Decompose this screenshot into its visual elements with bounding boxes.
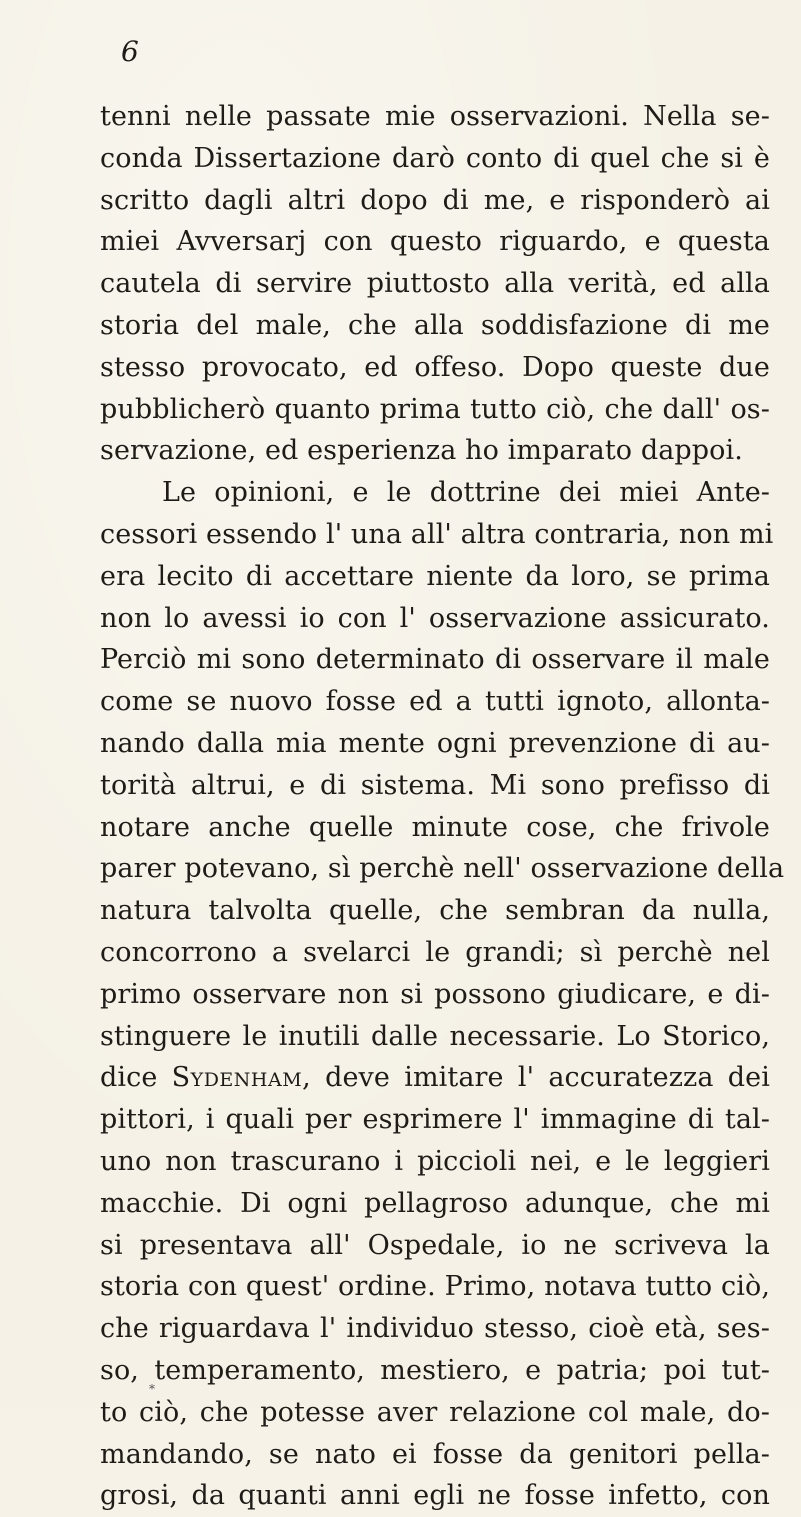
- text-line: storia con quest' ordine. Primo, notava tutto ciò,: [100, 1271, 770, 1303]
- text-line: parer potevano, sì perchè nell' osservazione della: [100, 853, 785, 885]
- text-line: concorrono a svelarci le grandi; sì perchè nel: [100, 936, 770, 968]
- text-line: uno non trascurano i piccioli nei, e le leggieri: [100, 1145, 770, 1177]
- text-line: non lo avessi io con l' osservazione assicurato.: [100, 602, 770, 634]
- text-line: tenni nelle passate mie osservazioni. Nella se-: [100, 101, 770, 132]
- text-line: stesso provocato, ed offeso. Dopo queste due: [100, 351, 770, 383]
- text-line: stinguere le inutili dalle necessarie. Lo Storico,: [100, 1020, 770, 1052]
- text-line: storia del male, che alla soddisfazione di me: [100, 309, 770, 341]
- footer-mark: *: [149, 1382, 155, 1396]
- text-line: come se nuovo fosse ed a tutti ignoto, allonta-: [100, 686, 770, 718]
- text-line: mandando, se nato ei fosse da genitori pella-: [100, 1438, 770, 1470]
- author-name: Sydenham: [171, 1062, 303, 1094]
- text-line: grosi, da quanti anni egli ne fosse infetto, con: [100, 1480, 770, 1512]
- text-line-sydenham: [100, 1057, 770, 1099]
- line-end: , deve imitare l' accuratezza dei: [302, 1062, 770, 1094]
- text-line: cessori essendo l' una all' altra contraria, non mi: [100, 518, 774, 550]
- page-number: 6: [121, 35, 139, 68]
- text-line: macchie. Di ogni pellagroso adunque, che mi: [100, 1187, 770, 1219]
- text-line: pubblicherò quanto prima tutto ciò, che dall' os-: [100, 393, 770, 425]
- text-line: conda Dissertazione darò conto di quel che si è: [100, 142, 770, 174]
- text-line: primo osservare non si possono giudicare, e di-: [100, 978, 770, 1010]
- text-line: scritto dagli altri dopo di me, e risponderò ai: [100, 184, 770, 216]
- text-line: nando dalla mia mente ogni prevenzione di au-: [100, 727, 770, 759]
- text-line: miei Avversarj con questo riguardo, e questa: [100, 226, 770, 258]
- text-line: notare anche quelle minute cose, che frivole: [100, 811, 770, 843]
- text-line: era lecito di accettare niente da loro, se prima: [100, 560, 770, 592]
- text-line: torità altrui, e di sistema. Mi sono prefisso di: [100, 769, 770, 801]
- text-line: si presentava all' Ospedale, io ne scriveva la: [100, 1229, 770, 1261]
- line-start: dice: [100, 1062, 172, 1094]
- text-line: servazione, ed esperienza ho imparato dappoi.: [100, 435, 743, 467]
- text-line: so, temperamento, mestiero, e patria; poi tut-: [100, 1354, 770, 1386]
- text-line: natura talvolta quelle, che sembran da nulla,: [100, 895, 770, 927]
- text-line: pittori, i quali per esprimere l' immagine di tal-: [100, 1104, 770, 1136]
- text-line: che riguardava l' individuo stesso, cioè età, ses-: [100, 1313, 770, 1345]
- text-line: to ciò, che potesse aver relazione col male, do-: [100, 1396, 770, 1428]
- text-line: Le opinioni, e le dottrine dei miei Ante-: [162, 477, 770, 509]
- text-line: cautela di servire piuttosto alla verità, ed alla: [100, 268, 770, 300]
- body-text: [100, 96, 785, 1517]
- text-line: Perciò mi sono determinato di osservare il male: [100, 644, 770, 676]
